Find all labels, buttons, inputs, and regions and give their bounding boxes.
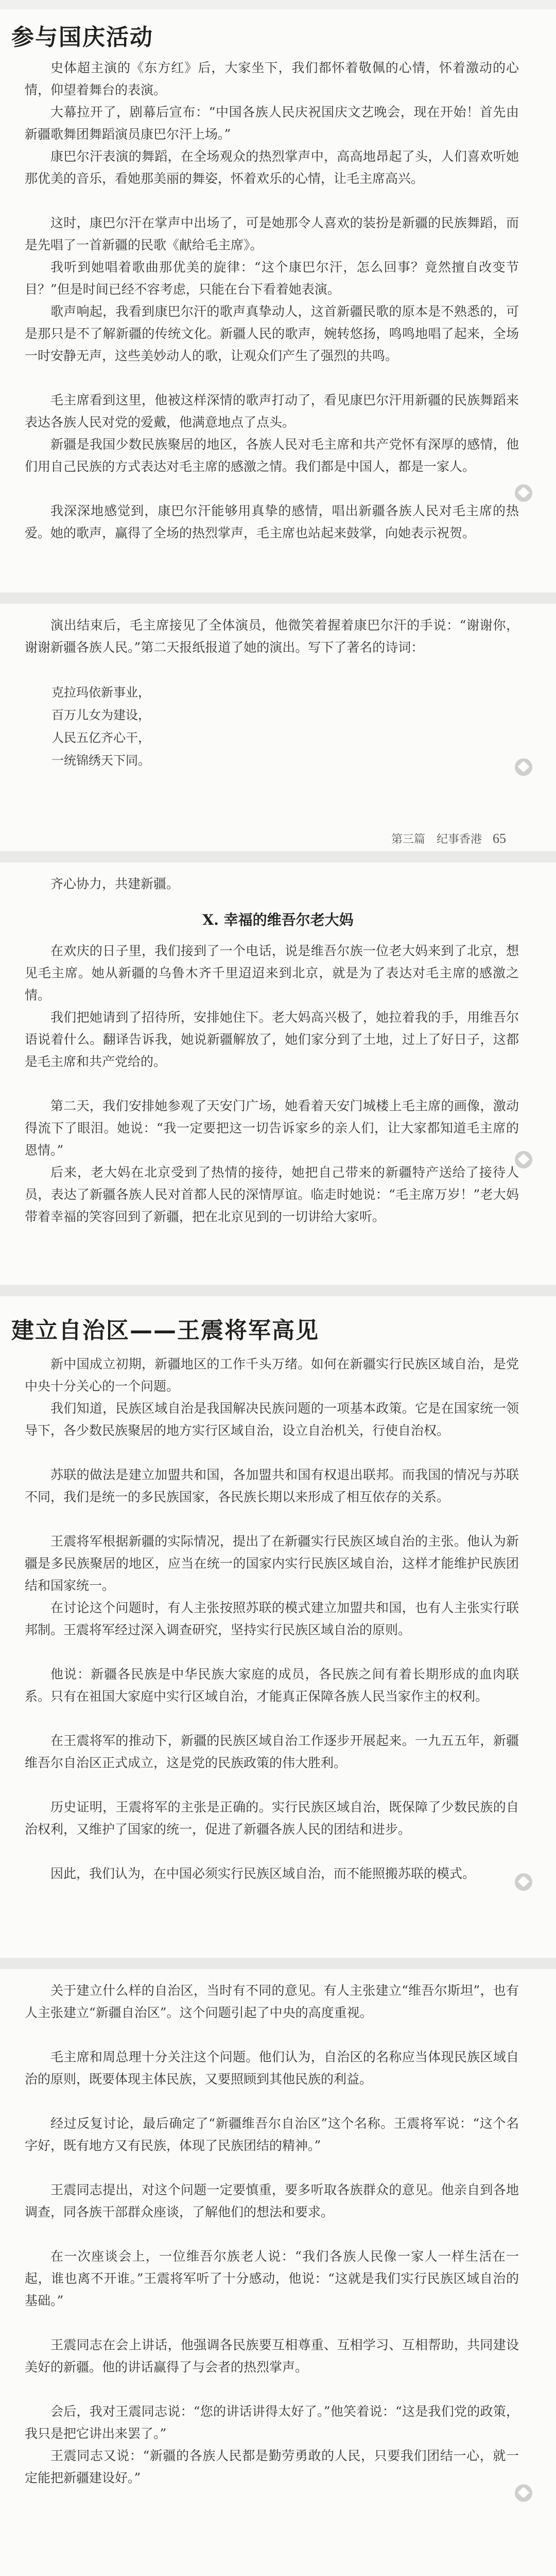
page-gap xyxy=(0,851,556,862)
paragraph: 因此，我们认为，在中国必须实行民族区域自治，而不能照搬苏联的模式。 xyxy=(50,1866,476,1881)
top-scroll-strip xyxy=(0,0,556,9)
like-icon[interactable] xyxy=(515,484,532,502)
page-gap xyxy=(0,1285,556,1296)
poem-line: 百万儿女为建设， xyxy=(51,708,150,722)
paragraph: 在王震将军的推动下，新疆的民族区域自治工作逐步开展起来。一九五五年，新疆维吾尔自治区正式成立，这是党的民族政策的伟大胜利。 xyxy=(25,1733,519,1770)
poem-line: 克拉玛依新事业， xyxy=(51,685,150,700)
paragraph: 我听到她唱着歌曲那优美的旋律：“这个康巴尔汗，怎么回事？竟然擅自改变节目？”但是时间已经不容考虑，只能在台下看着她表演。 xyxy=(25,260,519,297)
paragraph: 王震同志又说：“新疆的各族人民都是勤劳勇敢的人民，只要我们团结一心，就一定能把新疆建设好。” xyxy=(25,2448,519,2485)
paragraph: 王震将军根据新疆的实际情况，提出了在新疆实行民族区域自治的主张。他认为新疆是多民族聚居的地区，应当在统一的国家内实行民族区域自治，这样才能维护民族团结和国家统一。 xyxy=(25,1534,519,1593)
paragraph: 毛主席和周总理十分关注这个问题。他们认为，自治区的名称应当体现民族区域自治的原则，既要体现主体民族，又要照顾到其他民族的利益。 xyxy=(25,2049,519,2087)
page-footer xyxy=(391,831,506,846)
paragraph: 经过反复讨论，最后确定了“新疆维吾尔自治区”这个名称。王震将军说：“这个名字好，既有地方又有民族，体现了民族团结的精神。” xyxy=(25,2116,519,2153)
poem-line: 人民五亿齐心干， xyxy=(51,731,150,745)
paragraph: 新中国成立初期，新疆地区的工作千头万绪。如何在新疆实行民族区域自治，是党中央十分关心的一个问题。 xyxy=(25,1357,519,1394)
paragraph: 演出结束后，毛主席接见了全体演员，他微笑着握着康巴尔汗的手说：“谢谢你，谢谢新疆各族人民。”第二天报纸报道了她的演出。写下了著名的诗词： xyxy=(25,618,519,655)
like-icon[interactable] xyxy=(515,1873,532,1891)
paragraph: 歌声响起，我看到康巴尔汗的歌声真挚动人，这首新疆民歌的原本是不熟悉的，可是那只是不了解新疆的传统文化。新疆人民的歌声，婉转悠扬，鸣鸣地唱了起来，全场一时安静无声，这些美妙动人的歌，让观众们产生了强烈的共鸣。 xyxy=(25,304,519,363)
page-3 xyxy=(0,862,556,1285)
paragraph: 王震同志在会上讲话，他强调各民族要互相尊重、互相学习、互相帮助，共同建设美好的新疆。他的讲话赢得了与会者的热烈掌声。 xyxy=(25,2337,519,2375)
page-gap xyxy=(0,592,556,604)
paragraph: 他说：新疆各民族是中华民族大家庭的成员，各民族之间有着长期形成的血肉联系。只有在祖国大家庭中实行区域自治，才能真正保障各族人民当家作主的权利。 xyxy=(25,1667,519,1704)
paragraph: 毛主席看到这里，他被这样深情的歌声打动了，看见康巴尔汗用新疆的民族舞蹈来表达各族人民对党的爱戴，他满意地点了点头。 xyxy=(25,393,519,430)
paragraph: 史体超主演的《东方红》后，大家坐下，我们都怀着敬佩的心情，怀着激动的心情，仰望着舞台的表演。 xyxy=(25,60,519,97)
poem-line: 一统锦绣天下同。 xyxy=(51,753,150,768)
section-title-autonomous-region: 建立自治区——王震将军高见 xyxy=(11,1317,319,1344)
paragraph: 我们把她请到了招待所，安排她住下。老大妈高兴极了，她拉着我的手，用维吾尔语说着什么。翻译告诉我，她说新疆解放了，她们家分到了土地，过上了好日子，这都是毛主席和共产党给的。 xyxy=(25,1010,519,1069)
paragraph: 我深深地感觉到，康巴尔汗能够用真挚的感情，唱出新疆各族人民对毛主席的热爱。她的歌声，赢得了全场的热烈掌声，毛主席也站起来鼓掌，向她表示祝贺。 xyxy=(25,503,519,540)
paragraph: 在一次座谈会上，一位维吾尔族老人说：“我们各族人民像一家人一样生活在一起，谁也离不开谁。”王震将军听了十分感动，他说：“这就是我们实行民族区域自治的基础。” xyxy=(25,2249,519,2308)
paragraph: 王震同志提出，对这个问题一定要慎重，要多听取各族群众的意见。他亲自到各地调查，同各族干部群众座谈，了解他们的想法和要求。 xyxy=(25,2182,519,2219)
like-icon[interactable] xyxy=(515,758,532,776)
like-icon[interactable] xyxy=(515,2484,532,2502)
subsection-title: X. 幸福的维吾尔老大妈 xyxy=(202,911,354,928)
like-icon[interactable] xyxy=(515,1151,532,1168)
poem xyxy=(51,681,150,772)
paragraph: 会后，我对王震同志说：“您的讲话讲得太好了。”他笑着说：“这是我们党的政策，我只是把它讲出来罢了。” xyxy=(25,2404,519,2441)
paragraph: 历史证明，王震将军的主张是正确的。实行民族区域自治，既保障了少数民族的自治权利，又维护了国家的统一，促进了新疆各族人民的团结和进步。 xyxy=(25,1800,519,1837)
paragraph: 我们知道，民族区域自治是我国解决民族问题的一项基本政策。它是在国家统一领导下，各少数民族聚居的地方实行区域自治，设立自治机关，行使自治权。 xyxy=(25,1401,519,1438)
paragraph: 苏联的做法是建立加盟共和国，各加盟共和国有权退出联邦。而我国的情况与苏联不同，我们是统一的多民族国家，各民族长期以来形成了相互依存的关系。 xyxy=(25,1467,519,1504)
page-1 xyxy=(0,0,556,592)
paragraph: 大幕拉开了，剧幕后宣布：“中国各族人民庆祝国庆文艺晚会，现在开始！首先由新疆歌舞团舞蹈演员康巴尔汗上场。” xyxy=(25,105,519,142)
paragraph: 关于建立什么样的自治区，当时有不同的意见。有人主张建立“维吾尔斯坦”，也有人主张建立“新疆自治区”。这个问题引起了中央的高度重视。 xyxy=(25,1983,519,2020)
page-number: 65 xyxy=(493,831,507,846)
paragraph: 在讨论这个问题时，有人主张按照苏联的模式建立加盟共和国，也有人主张实行联邦制。王震将军经过深入调查研究，坚持实行民族区域自治的原则。 xyxy=(25,1600,519,1637)
folio-mark: 第三篇 纪事香港 xyxy=(391,833,482,846)
paragraph: 新疆是我国少数民族聚居的地区，各族人民对毛主席和共产党怀有深厚的感情，他们用自己民族的方式表达对毛主席的感激之情。我们都是中国人，都是一家人。 xyxy=(25,437,519,474)
page-5 xyxy=(0,1969,556,2576)
paragraph: 齐心协力，共建新疆。 xyxy=(50,876,180,891)
paragraph: 第二天，我们安排她参观了天安门广场，她看着天安门城楼上毛主席的画像，激动得流下了眼泪。她说：“我一定要把这一切告诉家乡的亲人们，让大家都知道毛主席的恩情。” xyxy=(25,1098,519,1158)
paragraph: 康巴尔汗表演的舞蹈，在全场观众的热烈掌声中，高高地昂起了头，人们喜欢听她那优美的音乐，看她那美丽的舞姿，怀着欢乐的心情，让毛主席高兴。 xyxy=(25,149,519,186)
section-title-national-day: 参与国庆活动 xyxy=(11,24,153,50)
page-gap xyxy=(0,1958,556,1969)
paragraph: 在欢庆的日子里，我们接到了一个电话，说是维吾尔族一位老大妈来到了北京，想见毛主席。她从新疆的乌鲁木齐千里迢迢来到北京，就是为了表达对毛主席的感激之情。 xyxy=(25,943,519,1003)
paragraph: 后来，老大妈在北京受到了热情的接待，她把自己带来的新疆特产送给了接待人员，表达了新疆各族人民对首都人民的深情厚谊。临走时她说：“毛主席万岁！”老大妈带着幸福的笑容回到了新疆，把在北京见到的一切讲给大家听。 xyxy=(25,1165,519,1224)
paragraph: 这时，康巴尔汗在掌声中出场了，可是她那令人喜欢的装扮是新疆的民族舞蹈，而是先唱了一首新疆的民歌《献给毛主席》。 xyxy=(25,215,519,252)
